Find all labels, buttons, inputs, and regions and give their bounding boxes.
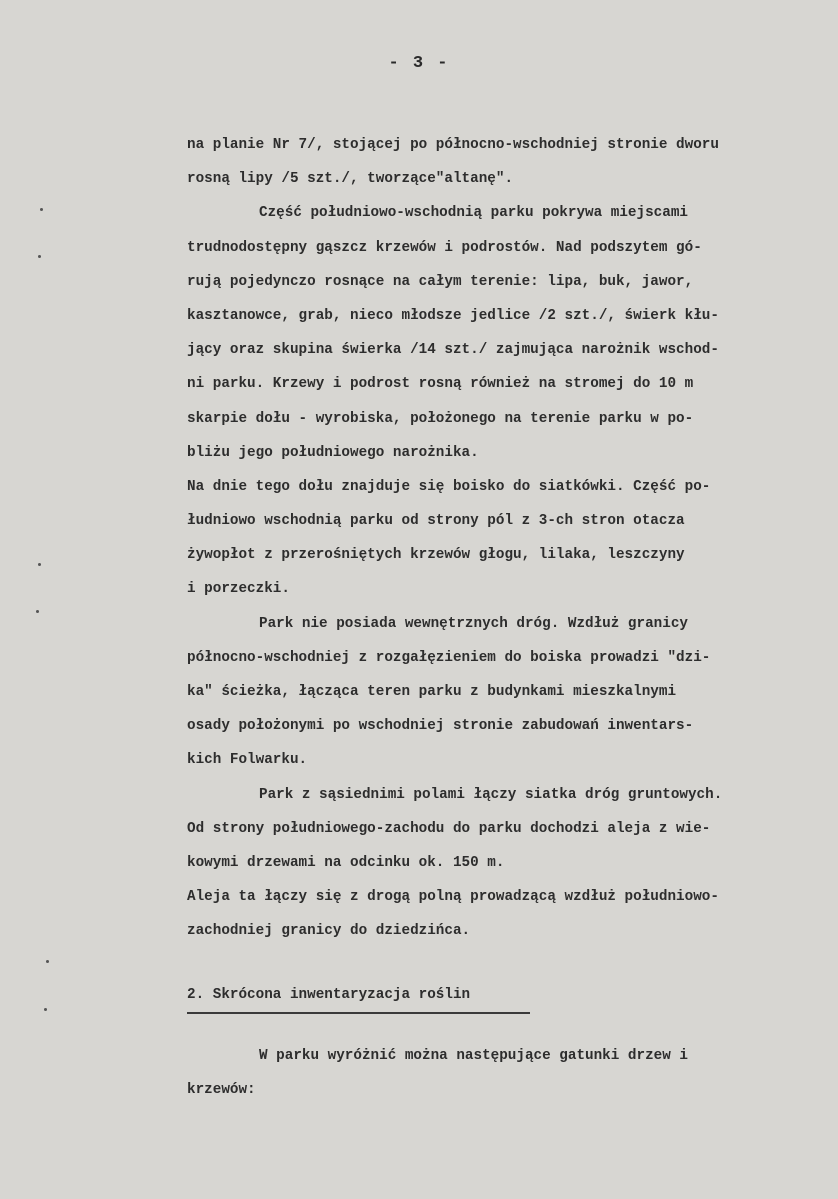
text-line: Aleja ta łączy się z drogą polną prowadzącą wzdłuż południowo- <box>187 889 719 906</box>
text-line: na planie Nr 7/, stojącej po północno-wschodniej stronie dworu <box>187 137 719 153</box>
text-line: Od strony południowego-zachodu do parku dochodzi aleja z wie- <box>187 820 711 837</box>
text-line: osady położonymi po wschodniej stronie zabudowań inwentars- <box>187 718 694 735</box>
page-number: - 3 - <box>388 54 450 73</box>
text-line: Park nie posiada wewnętrznych dróg. Wzdłuż granicy <box>259 615 688 632</box>
body-text <box>187 128 832 949</box>
margin-mark <box>36 610 39 613</box>
text-line: kich Folwarku. <box>187 752 308 769</box>
text-line: bliżu jego południowego narożnika. <box>187 444 479 461</box>
text-line: łudniowo wschodnią parku od strony pól z 3-ch stron otacza <box>187 513 685 530</box>
margin-mark <box>44 1008 47 1011</box>
text-line: kasztanowce, grab, nieco młodsze jedlice /2 szt./, świerk kłu- <box>187 307 719 324</box>
heading-underline <box>187 1012 530 1014</box>
text-line: Na dnie tego dołu znajduje się boisko do siatkówki. Część po- <box>187 478 711 495</box>
text-line: skarpie dołu - wyrobiska, położonego na terenie parku w po- <box>187 410 694 427</box>
text-line: trudnodostępny gąszcz krzewów i podrostów. Nad podszytem gó- <box>187 239 702 256</box>
text-line: krzewów: <box>187 1082 256 1099</box>
text-line: W parku wyróżnić można następujące gatunki drzew i <box>259 1048 688 1064</box>
margin-mark <box>38 563 41 566</box>
text-line: jący oraz skupina świerka /14 szt./ zajmująca narożnik wschod- <box>187 342 719 359</box>
text-line: rosną lipy /5 szt./, tworzące"altanę". <box>187 171 514 188</box>
margin-mark <box>46 960 49 963</box>
section-heading: 2. Skrócona inwentaryzacja roślin <box>187 987 471 1003</box>
text-line: Park z sąsiednimi polami łączy siatka dróg gruntowych. <box>259 786 723 803</box>
section-heading-wrap <box>187 987 470 1006</box>
text-line: kowymi drzewami na odcinku ok. 150 m. <box>187 854 505 871</box>
margin-mark <box>38 255 41 258</box>
text-line: rują pojedynczo rosnące na całym terenie: lipa, buk, jawor, <box>187 273 694 290</box>
text-line: północno-wschodniej z rozgałęzieniem do boiska prowadzi "dzi- <box>187 649 711 666</box>
text-line: i porzeczki. <box>187 581 290 598</box>
text-line: żywopłot z przerośniętych krzewów głogu, lilaka, leszczyny <box>187 547 685 564</box>
margin-mark <box>40 208 43 211</box>
closing-paragraph <box>187 1039 832 1107</box>
text-line: Część południowo-wschodnią parku pokrywa miejscami <box>259 205 688 222</box>
text-line: ni parku. Krzewy i podrost rosną również na stromej do 10 m <box>187 376 694 393</box>
text-line: ka" ścieżka, łącząca teren parku z budynkami mieszkalnymi <box>187 684 677 700</box>
text-line: zachodniej granicy do dziedzińca. <box>187 923 471 940</box>
